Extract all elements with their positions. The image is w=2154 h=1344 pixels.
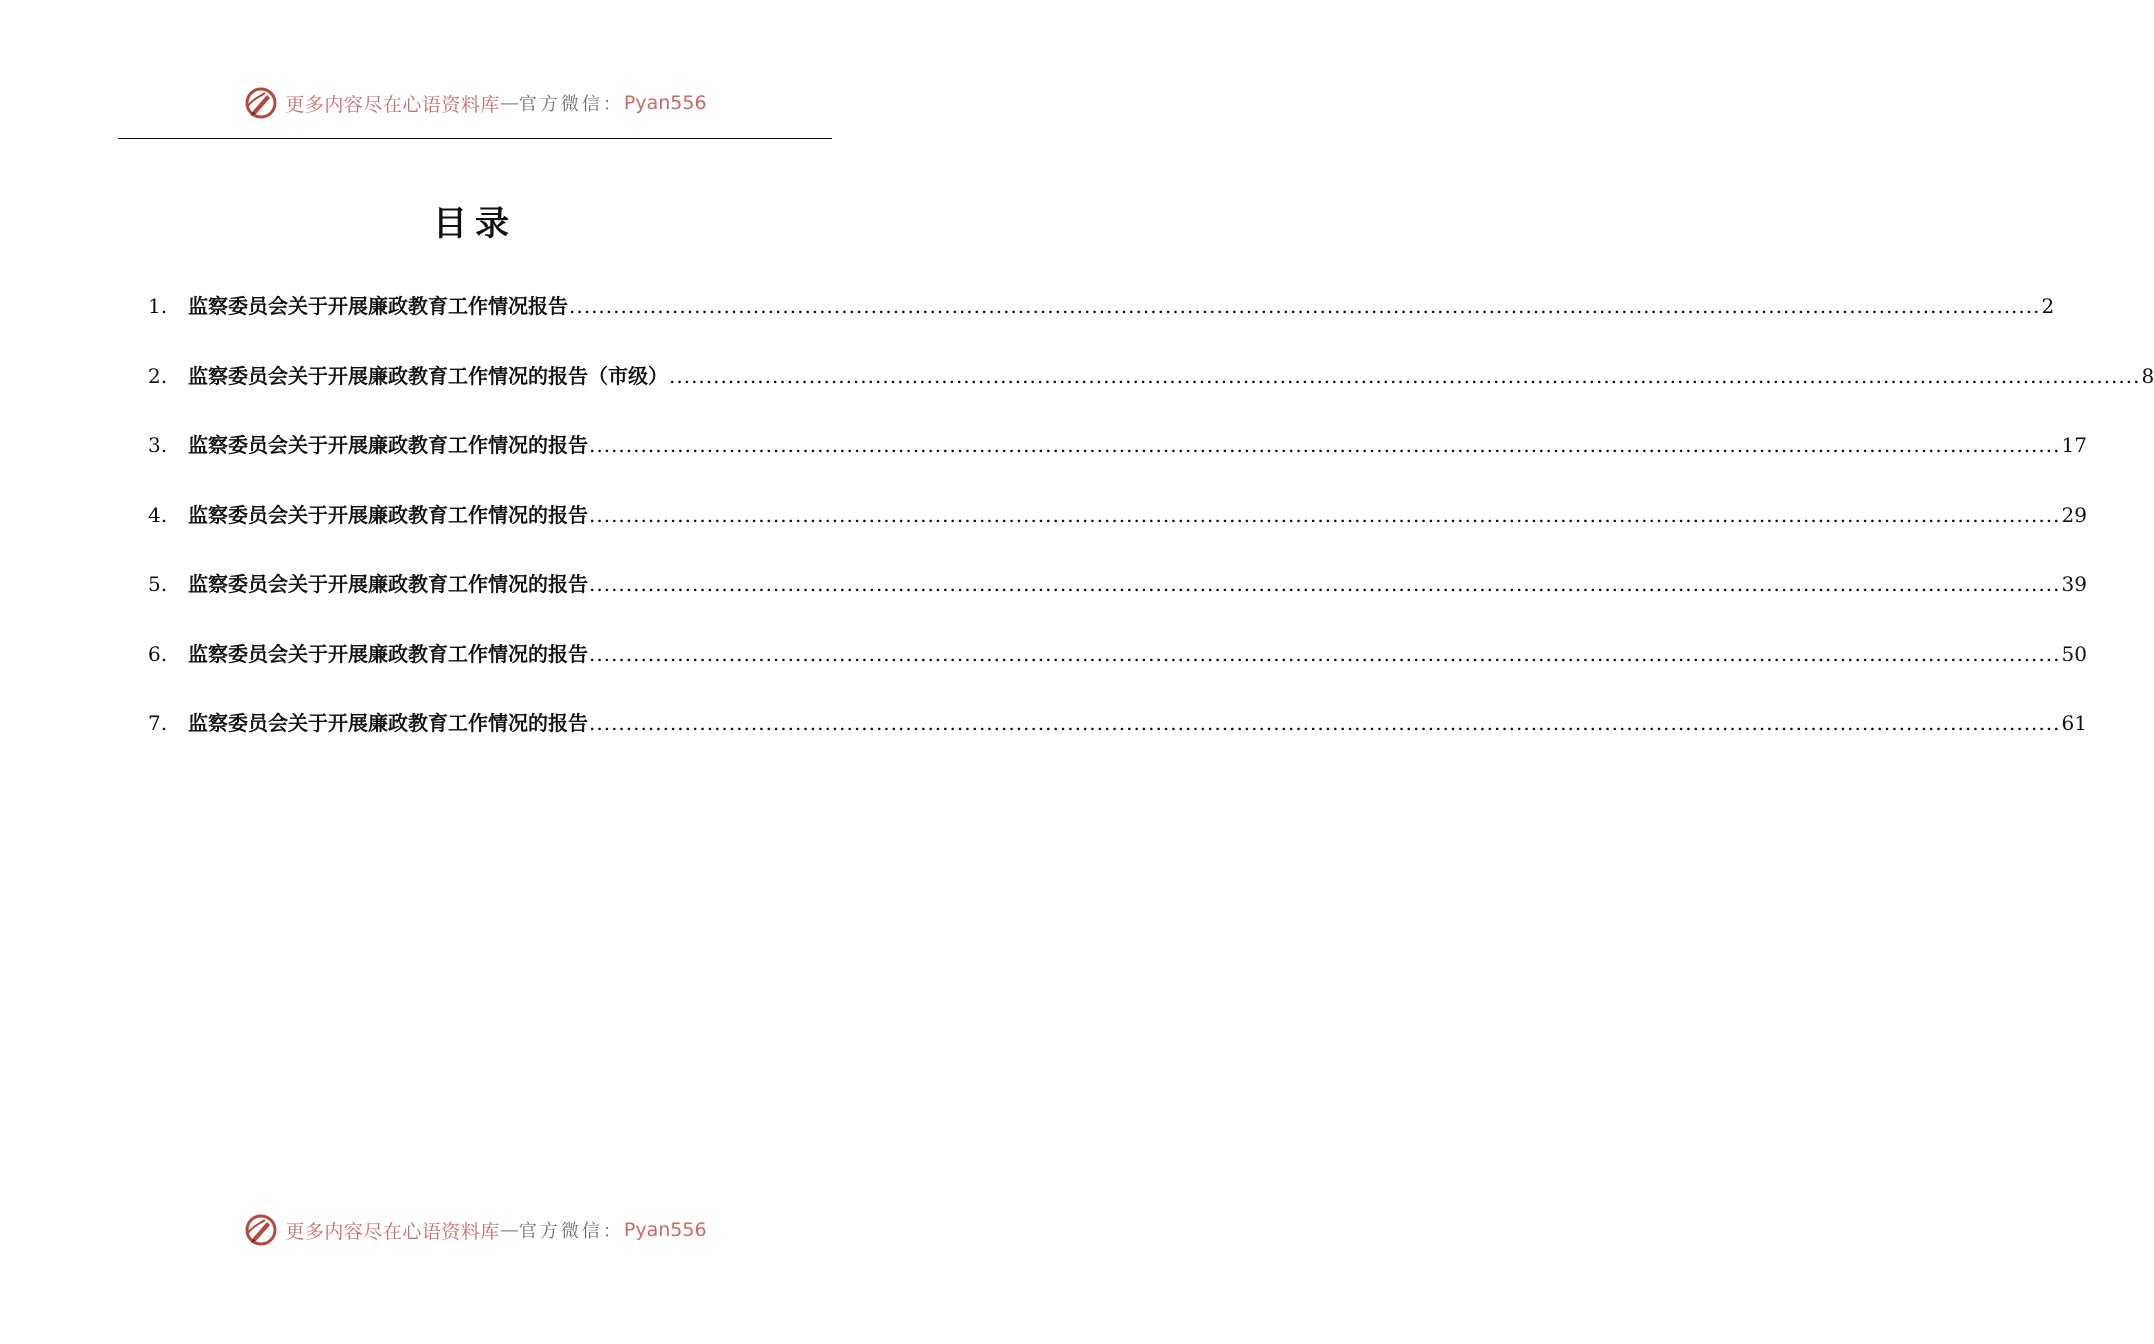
toc-entry-title: 监察委员会关于开展廉政教育工作情况的报告 <box>188 641 588 666</box>
page-title: 目录 <box>433 204 517 244</box>
toc-entry-title: 监察委员会关于开展廉政教育工作情况的报告（市级） <box>188 363 668 388</box>
toc-leader-dots: ........................................................................................................................................................................................................ <box>589 433 2061 457</box>
toc-entry-title: 监察委员会关于开展廉政教育工作情况的报告 <box>188 502 588 527</box>
header-banner-dash: — <box>499 92 519 114</box>
footer-banner-dash: — <box>499 1219 519 1241</box>
toc-leader-dots: ........................................................................................................................................................................................................ <box>589 572 2061 596</box>
footer-banner-label: 官方微信： <box>518 1221 624 1242</box>
pen-logo-icon <box>243 1212 279 1248</box>
header-rule <box>118 138 832 139</box>
toc-entry-number: 6. <box>148 641 168 666</box>
footer-banner <box>0 1208 950 1252</box>
toc-entry-number: 7. <box>148 711 168 735</box>
table-of-contents <box>148 290 2154 777</box>
toc-entry-number: 5. <box>148 572 168 596</box>
toc-entry-page: 29 <box>2061 502 2087 527</box>
toc-entry-number: 3. <box>148 433 168 457</box>
toc-entry-page: 61 <box>2061 711 2087 735</box>
toc-entry-number: 1. <box>148 294 168 318</box>
toc-entry-number: 4. <box>148 502 168 527</box>
toc-entry-page: 2 <box>2041 294 2055 318</box>
footer-banner-text: 更多内容尽在心语资料库 <box>285 1220 500 1243</box>
header-banner-id: Pyan556 <box>623 92 707 114</box>
header-banner <box>0 81 950 125</box>
toc-entry[interactable] <box>148 638 2087 708</box>
header-banner-text: 更多内容尽在心语资料库 <box>285 93 500 116</box>
footer-banner-id: Pyan556 <box>623 1219 707 1241</box>
toc-leader-dots: ........................................................................................................................................................................................................ <box>669 363 2141 388</box>
toc-entry-page: 8 <box>2141 363 2154 388</box>
toc-entry[interactable] <box>148 360 2154 430</box>
toc-leader-dots: ........................................................................................................................................................................................................ <box>589 641 2061 666</box>
toc-entry[interactable] <box>148 290 2055 360</box>
header-banner-label: 官方微信： <box>518 94 624 115</box>
toc-leader-dots: ........................................................................................................................................................................................................ <box>589 502 2061 527</box>
toc-leader-dots: ........................................................................................................................................................................................................ <box>569 294 2041 318</box>
toc-entry-page: 50 <box>2061 641 2087 666</box>
toc-entry-title: 监察委员会关于开展廉政教育工作情况的报告 <box>188 711 588 735</box>
toc-entry-page: 39 <box>2061 572 2087 596</box>
pen-logo-icon <box>243 85 279 121</box>
toc-entry[interactable] <box>148 429 2087 499</box>
toc-entry[interactable] <box>148 568 2087 638</box>
toc-entry-page: 17 <box>2061 433 2087 457</box>
toc-leader-dots: ........................................................................................................................................................................................................ <box>589 711 2061 735</box>
toc-entry-title: 监察委员会关于开展廉政教育工作情况的报告 <box>188 572 588 596</box>
toc-entry-title: 监察委员会关于开展廉政教育工作情况的报告 <box>188 433 588 457</box>
toc-entry-number: 2. <box>148 363 168 388</box>
toc-entry[interactable] <box>148 707 2087 777</box>
toc-entry[interactable] <box>148 499 2087 569</box>
toc-entry-title: 监察委员会关于开展廉政教育工作情况报告 <box>188 294 568 318</box>
